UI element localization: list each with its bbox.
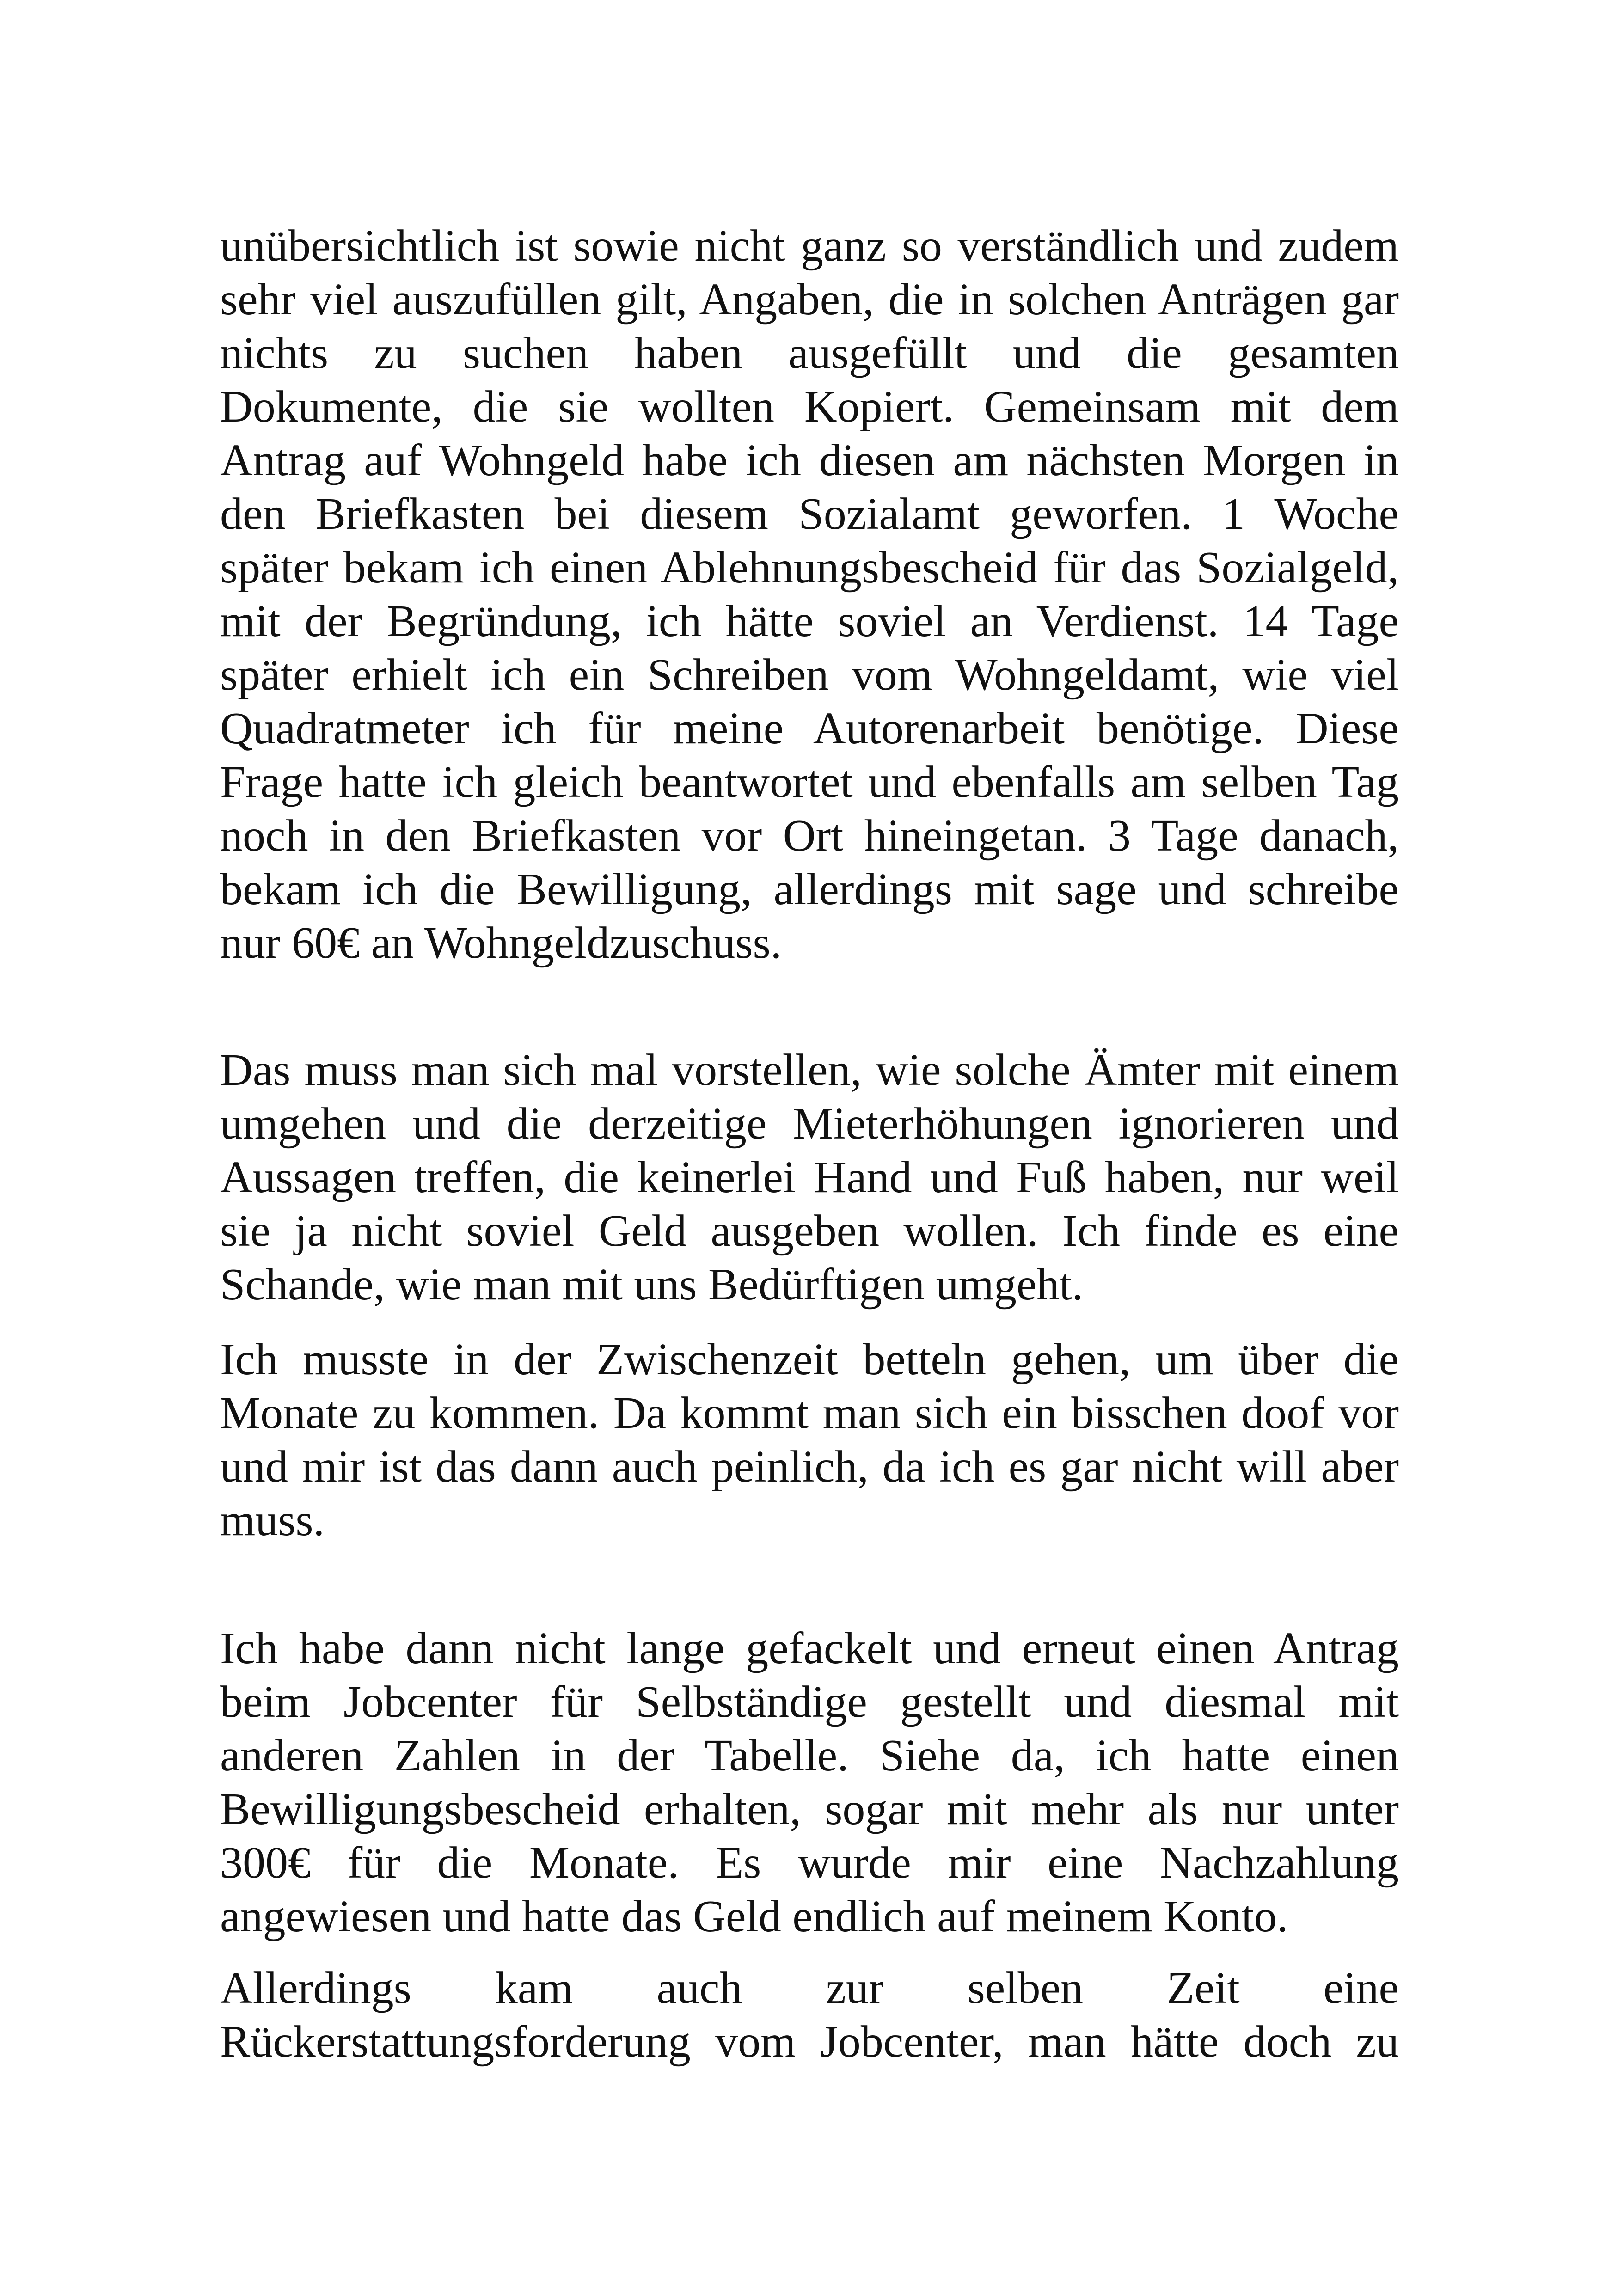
text-line: umgehen und die derzeitige Mieterhöhungen ignorieren und <box>220 1099 1399 1149</box>
text-line: Allerdings kam auch zur selben Zeit eine <box>220 1963 1399 2013</box>
text-line: später bekam ich einen Ablehnungsbescheid für das Sozialgeld, <box>220 543 1399 593</box>
text-line: und mir ist das dann auch peinlich, da ich es gar nicht will aber <box>220 1442 1399 1492</box>
text-line: später erhielt ich ein Schreiben vom Wohngeldamt, wie viel <box>220 650 1399 700</box>
paragraph-1 <box>220 219 1399 970</box>
text-line: nur 60€ an Wohngeldzuschuss. <box>220 918 782 968</box>
text-line: mit der Begründung, ich hätte soviel an Verdienst. 14 Tage <box>220 596 1399 646</box>
text-line: bekam ich die Bewilligung, allerdings mit sage und schreibe <box>220 864 1399 914</box>
paragraph-3 <box>220 1333 1399 1547</box>
text-line: Dokumente, die sie wollten Kopiert. Gemeinsam mit dem <box>220 382 1399 432</box>
text-line: noch in den Briefkasten vor Ort hineingetan. 3 Tage danach, <box>220 811 1399 861</box>
text-line: beim Jobcenter für Selbständige gestellt und diesmal mit <box>220 1677 1399 1727</box>
text-line: den Briefkasten bei diesem Sozialamt geworfen. 1 Woche <box>220 489 1399 539</box>
text-line: sehr viel auszufüllen gilt, Angaben, die in solchen Anträgen gar <box>220 275 1399 325</box>
text-line: Rückerstattungsforderung vom Jobcenter, man hätte doch zu <box>220 2017 1399 2067</box>
text-line: unübersichtlich ist sowie nicht ganz so verständlich und zudem <box>220 221 1399 271</box>
text-line: nichts zu suchen haben ausgefüllt und die gesamten <box>220 328 1399 378</box>
text-line: angewiesen und hatte das Geld endlich auf meinem Konto. <box>220 1892 1288 1941</box>
text-line: Monate zu kommen. Da kommt man sich ein bisschen doof vor <box>220 1388 1399 1438</box>
text-line: Quadratmeter ich für meine Autorenarbeit benötige. Diese <box>220 704 1399 753</box>
text-line: Antrag auf Wohngeld habe ich diesen am nächsten Morgen in <box>220 435 1399 485</box>
paragraph-5 <box>220 1961 1399 2069</box>
text-line: Ich habe dann nicht lange gefackelt und erneut einen Antrag <box>220 1623 1399 1673</box>
paragraph-2 <box>220 1043 1399 1311</box>
text-line: Bewilligungsbescheid erhalten, sogar mit mehr als nur unter <box>220 1784 1399 1834</box>
text-line: Schande, wie man mit uns Bedürftigen umgeht. <box>220 1260 1084 1310</box>
text-line: anderen Zahlen in der Tabelle. Siehe da, ich hatte einen <box>220 1731 1399 1781</box>
paragraph-4 <box>220 1622 1399 1943</box>
text-line: 300€ für die Monate. Es wurde mir eine Nachzahlung <box>220 1838 1399 1888</box>
text-line: sie ja nicht soviel Geld ausgeben wollen. Ich finde es eine <box>220 1206 1399 1256</box>
text-line: Ich musste in der Zwischenzeit betteln gehen, um über die <box>220 1335 1399 1384</box>
text-line: Frage hatte ich gleich beantwortet und ebenfalls am selben Tag <box>220 757 1399 807</box>
text-line: muss. <box>220 1495 325 1545</box>
text-line: Aussagen treffen, die keinerlei Hand und Fuß haben, nur weil <box>220 1152 1399 1202</box>
text-line: Das muss man sich mal vorstellen, wie solche Ämter mit einem <box>220 1045 1399 1095</box>
